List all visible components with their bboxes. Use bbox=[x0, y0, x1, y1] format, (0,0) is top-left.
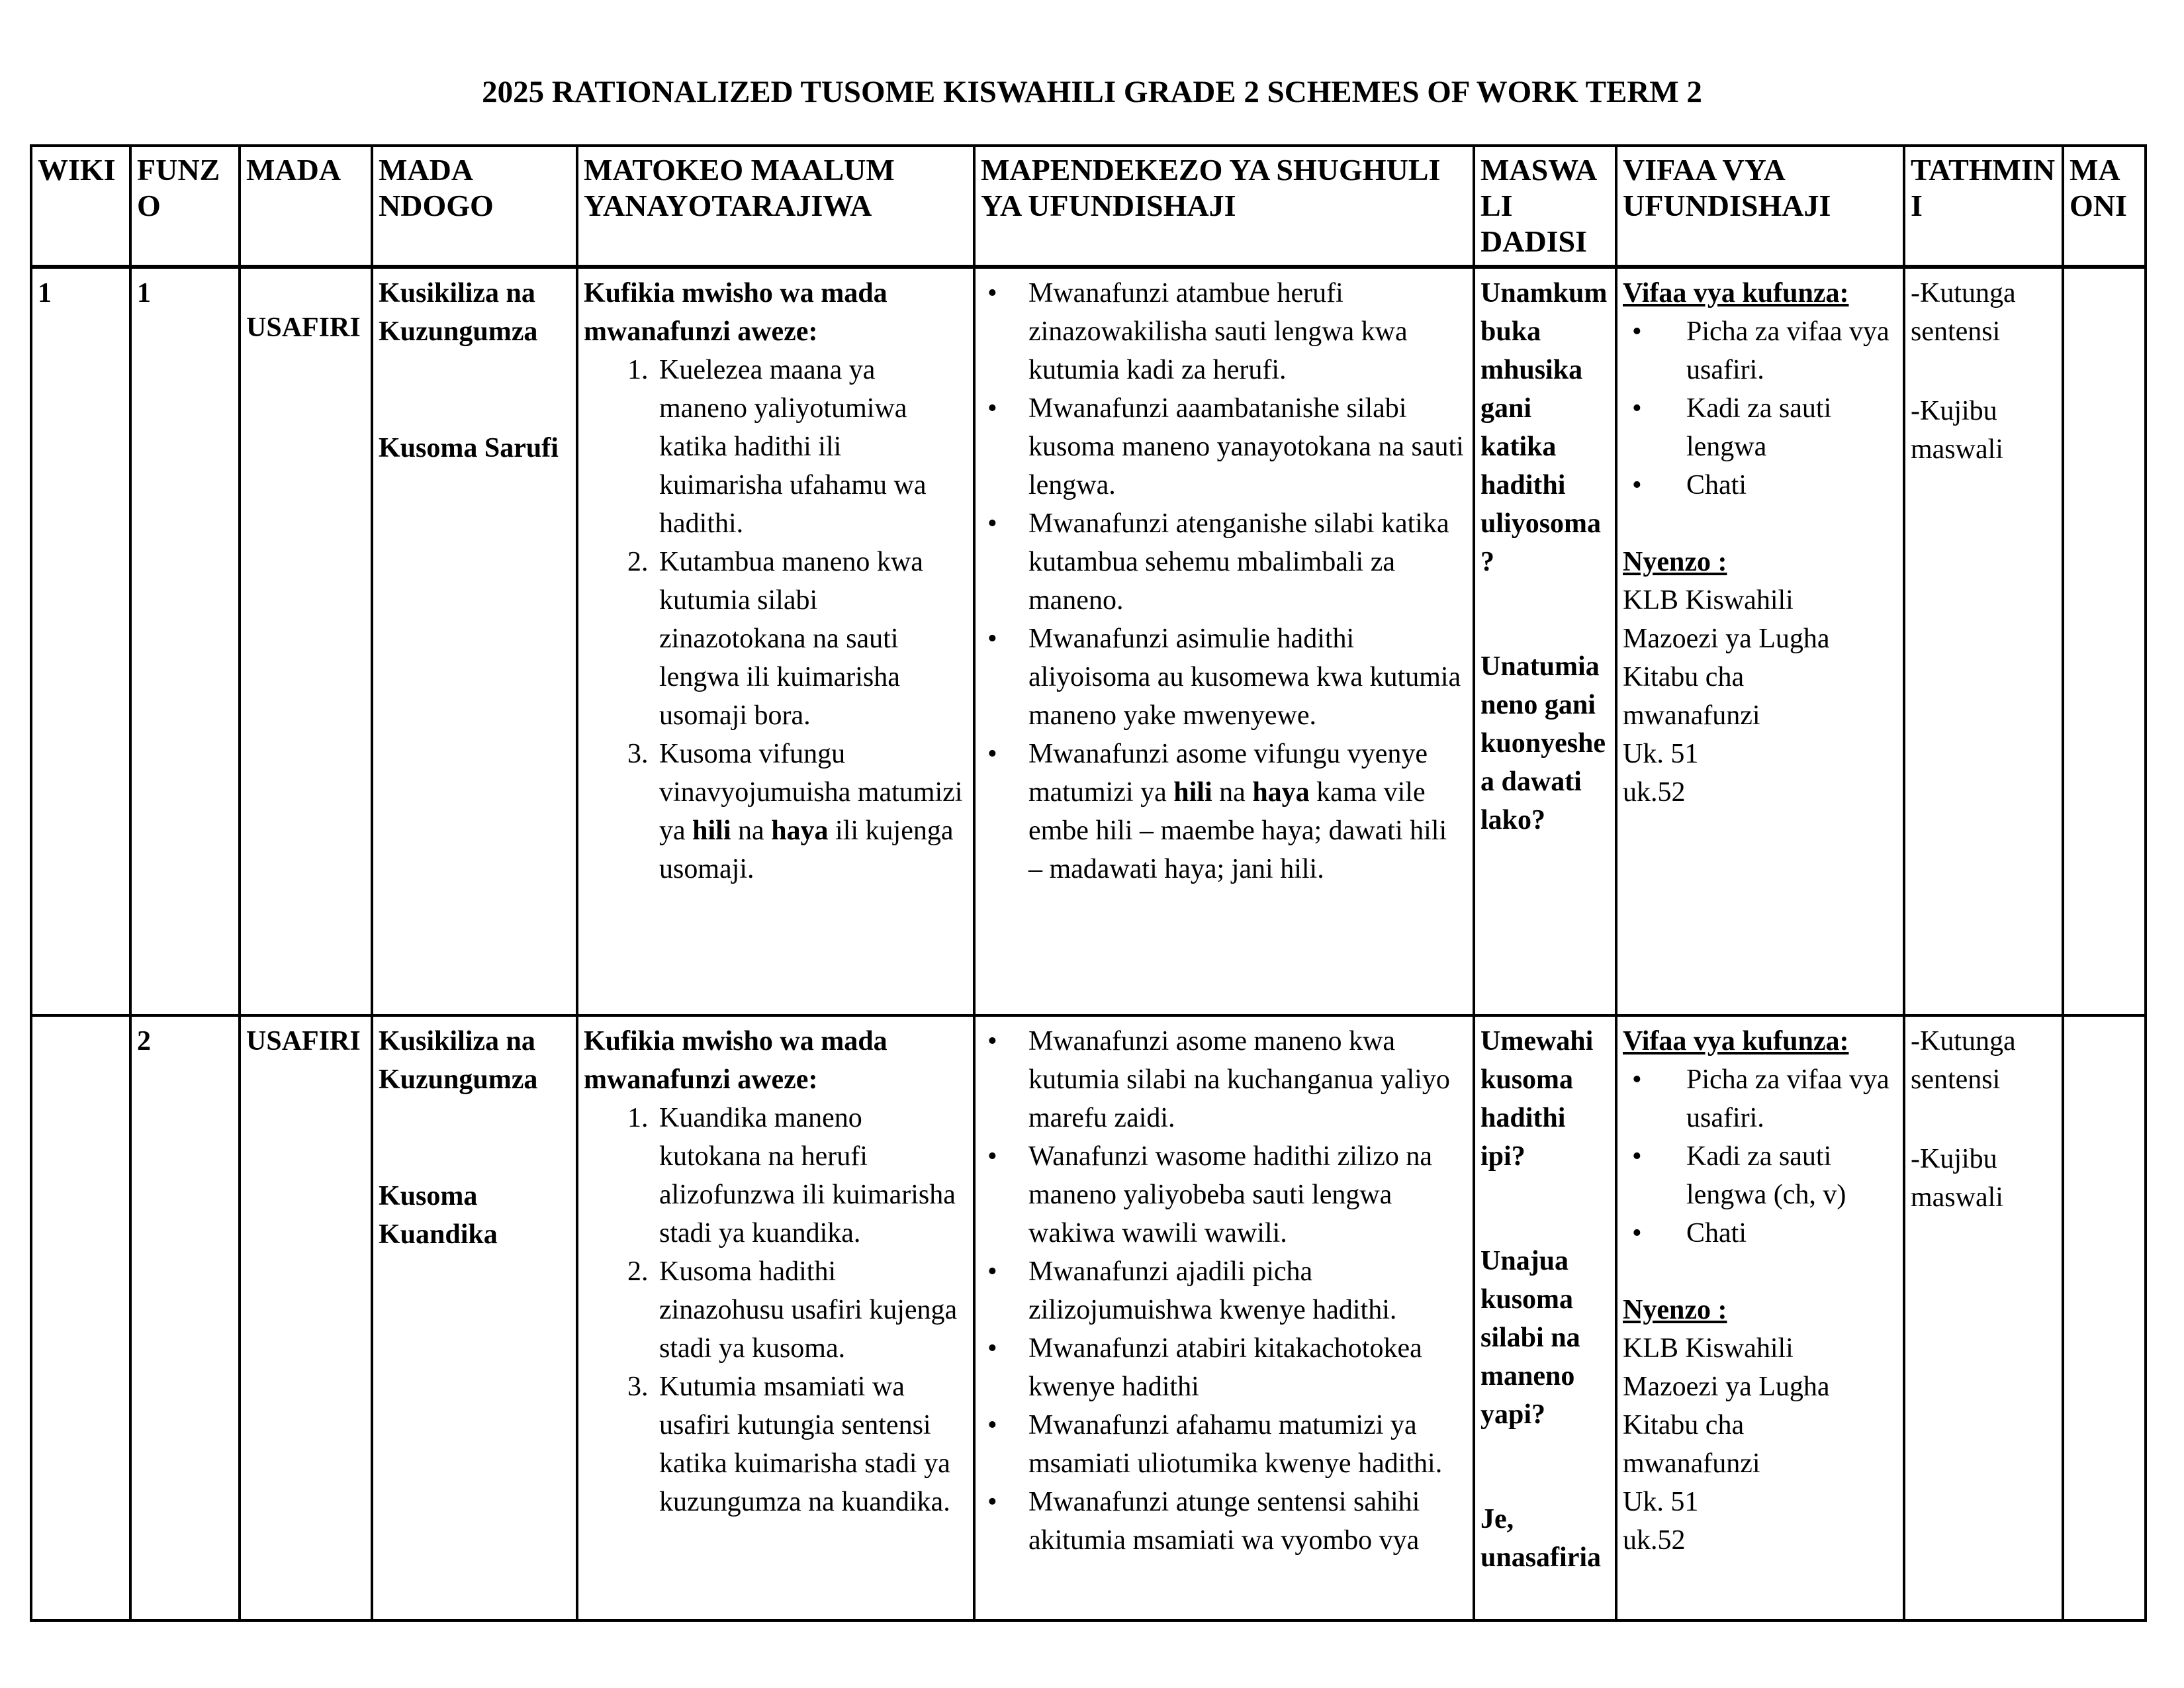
header-mapendekezo: MAPENDEKEZO YA SHUGHULI YA UFUNDISHAJI bbox=[974, 146, 1474, 267]
subtopic-list bbox=[379, 1022, 570, 1614]
mada-cell bbox=[240, 267, 372, 1015]
maswali-dadisi-cell bbox=[1474, 1015, 1616, 1620]
page-title: 2025 RATIONALIZED TUSOME KISWAHILI GRADE 2 SCHEMES OF WORK TERM 2 bbox=[482, 75, 1702, 109]
vifaa-item: • Kadi za sauti lengwa (ch, v) bbox=[1623, 1137, 1897, 1214]
maoni-cell bbox=[2063, 267, 2146, 1015]
vifaa-list bbox=[1623, 1060, 1897, 1252]
tathmini-cell bbox=[1904, 1015, 2063, 1620]
wiki-cell bbox=[31, 1015, 130, 1620]
header-matokeo: MATOKEO MAALUM YANAYOTARAJIWA bbox=[577, 146, 974, 267]
header-mada-ndogo: MADA NDOGO bbox=[372, 146, 577, 267]
matokeo-intro: Kufikia mwisho wa mada mwanafunzi aweze: bbox=[584, 278, 887, 347]
shughuli-item: • Mwanafunzi atabiri kitakachotokea kwenye hadithi bbox=[981, 1329, 1467, 1406]
vifaa-cell bbox=[1616, 267, 1904, 1015]
shughuli-item: • Mwanafunzi asome vifungu vyenye matumizi ya hili na haya kama vile embe hili – maembe haya; dawati hili – madawati haya; jani hili. bbox=[981, 735, 1467, 888]
vifaa-heading: Vifaa vya kufunza: bbox=[1623, 1026, 1849, 1056]
vifaa-list bbox=[1623, 312, 1897, 504]
tathmini-item: -Kujibu maswali bbox=[1911, 396, 2003, 465]
matokeo-item: 2. Kusoma hadithi zinazohusu usafiri kujenga stadi ya kusoma. bbox=[655, 1252, 968, 1368]
cell-content: 1 bbox=[38, 278, 52, 308]
shughuli-item: • Mwanafunzi atambue herufi zinazowakilisha sauti lengwa kwa kutumia kadi za herufi. bbox=[981, 274, 1467, 389]
matokeo-item: 2. Kutambua maneno kwa kutumia silabi zinazotokana na sauti lengwa ili kuimarisha usomaji bora. bbox=[655, 543, 968, 735]
maswali-item: Unatumia neno gani kuonyeshea dawati lako? bbox=[1480, 651, 1606, 835]
schemes-of-work-table bbox=[30, 144, 2147, 1622]
maswali-list bbox=[1480, 274, 1610, 974]
vifaa-heading: Vifaa vya kufunza: bbox=[1623, 278, 1849, 308]
nyenzo-text: KLB Kiswahili Mazoezi ya Lugha Kitabu cha mwanafunzi Uk. 51 uk.52 bbox=[1623, 1333, 1830, 1556]
vifaa-item: • Picha za vifaa vya usafiri. bbox=[1623, 312, 1897, 389]
vifaa-item: • Picha za vifaa vya usafiri. bbox=[1623, 1060, 1897, 1137]
shughuli-item: • Mwanafunzi atunge sentensi sahihi akitumia msamiati wa vyombo vya bbox=[981, 1483, 1467, 1560]
maswali-item: Unamkumbuka mhusika gani katika hadithi uliyosoma? bbox=[1480, 278, 1608, 577]
matokeo-item: 1. Kuelezea maana ya maneno yaliyotumiwa katika hadithi ili kuimarisha ufahamu wa hadithi. bbox=[655, 351, 968, 543]
tathmini-cell bbox=[1904, 267, 2063, 1015]
mada-cell bbox=[240, 1015, 372, 1620]
vifaa-item: • Chati bbox=[1623, 466, 1897, 504]
shughuli-item: • Mwanafunzi atenganishe silabi katika kutambua sehemu mbalimbali za maneno. bbox=[981, 504, 1467, 620]
header-tathmini: TATHMINI bbox=[1904, 146, 2063, 267]
header-wiki: WIKI bbox=[31, 146, 130, 267]
shughuli-item: • Mwanafunzi asome maneno kwa kutumia silabi na kuchanganua yaliyo marefu zaidi. bbox=[981, 1022, 1467, 1137]
tathmini-list bbox=[1911, 1022, 2056, 1614]
matokeo-item: 3. Kutumia msamiati wa usafiri kutungia sentensi katika kuimarisha stadi ya kuzungumza na kuandika. bbox=[655, 1368, 968, 1521]
vifaa-cell bbox=[1616, 1015, 1904, 1620]
cell-content bbox=[981, 274, 1467, 974]
header-maswali-dadisi: MASWALI DADISI bbox=[1474, 146, 1616, 267]
tathmini-item: -Kujibu maswali bbox=[1911, 1144, 2003, 1213]
cell-content: USAFIRI bbox=[246, 1026, 361, 1056]
header-row bbox=[31, 146, 2146, 267]
matokeo-item: 1. Kuandika maneno kutokana na herufi alizofunzwa ili kuimarisha stadi ya kuandika. bbox=[655, 1099, 968, 1252]
header-maoni: MAONI bbox=[2063, 146, 2146, 267]
subtopic-item: Kusikiliza na Kuzungumza bbox=[379, 1026, 538, 1095]
nyenzo-heading: Nyenzo : bbox=[1623, 547, 1727, 577]
tathmini-list bbox=[1911, 274, 2056, 974]
cell-content bbox=[584, 274, 968, 974]
cell-content bbox=[981, 1022, 1467, 1614]
subtopic-item: Kusoma Sarufi bbox=[379, 433, 559, 463]
nyenzo-heading: Nyenzo : bbox=[1623, 1295, 1727, 1325]
maswali-dadisi-cell bbox=[1474, 267, 1616, 1015]
subtopic-list bbox=[379, 274, 570, 974]
header-funzo: FUNZO bbox=[130, 146, 240, 267]
header-vifaa: VIFAA VYA UFUNDISHAJI bbox=[1616, 146, 1904, 267]
table-row-week1-lesson1 bbox=[31, 267, 2146, 1015]
wiki-cell bbox=[31, 267, 130, 1015]
shughuli-item: • Mwanafunzi ajadili picha zilizojumuishwa kwenye hadithi. bbox=[981, 1252, 1467, 1329]
matokeo-cell bbox=[577, 1015, 974, 1620]
shughuli-list bbox=[981, 274, 1467, 888]
vifaa-item: • Kadi za sauti lengwa bbox=[1623, 389, 1897, 466]
nyenzo-text: KLB Kiswahili Mazoezi ya Lugha Kitabu cha mwanafunzi Uk. 51 uk.52 bbox=[1623, 585, 1830, 808]
maswali-list bbox=[1480, 1022, 1610, 1614]
cell-content bbox=[2070, 1022, 2139, 1614]
tathmini-item: -Kutunga sentensi bbox=[1911, 278, 2016, 347]
shughuli-item: • Mwanafunzi afahamu matumizi ya msamiati uliotumika kwenye hadithi. bbox=[981, 1406, 1467, 1483]
shughuli-cell bbox=[974, 267, 1474, 1015]
vifaa-item: • Chati bbox=[1623, 1214, 1897, 1252]
shughuli-item: • Mwanafunzi asimulie hadithi aliyoisoma au kusomewa kwa kutumia maneno yake mwenyewe. bbox=[981, 620, 1467, 735]
maswali-item: Je, unasafiria bbox=[1480, 1504, 1602, 1573]
mada-ndogo-cell bbox=[372, 267, 577, 1015]
cell-content bbox=[1623, 1022, 1897, 1614]
cell-content: 2 bbox=[137, 1026, 151, 1056]
maswali-item: Unajua kusoma silabi na maneno yapi? bbox=[1480, 1246, 1580, 1430]
matokeo-cell bbox=[577, 267, 974, 1015]
subtopic-item: Kusikiliza na Kuzungumza bbox=[379, 278, 538, 347]
mada-ndogo-cell bbox=[372, 1015, 577, 1620]
matokeo-item: 3. Kusoma vifungu vinavyojumuisha matumizi ya hili na haya ili kujenga usomaji. bbox=[655, 735, 968, 888]
cell-content bbox=[1623, 274, 1897, 974]
shughuli-item: • Mwanafunzi aaambatanishe silabi kusoma maneno yanayotokana na sauti lengwa. bbox=[981, 389, 1467, 504]
cell-content: 1 bbox=[137, 278, 151, 308]
matokeo-list bbox=[584, 1099, 968, 1521]
shughuli-item: • Wanafunzi wasome hadithi zilizo na maneno yaliyobeba sauti lengwa wakiwa wawili wawili. bbox=[981, 1137, 1467, 1252]
header-mada: MADA bbox=[240, 146, 372, 267]
cell-content: USAFIRI bbox=[246, 312, 361, 343]
cell-content bbox=[584, 1022, 968, 1614]
shughuli-cell bbox=[974, 1015, 1474, 1620]
cell-content bbox=[2070, 274, 2139, 974]
maswali-item: Umewahi kusoma hadithi ipi? bbox=[1480, 1026, 1594, 1172]
maoni-cell bbox=[2063, 1015, 2146, 1620]
cell-content bbox=[38, 1022, 124, 1614]
matokeo-list bbox=[584, 351, 968, 888]
funzo-cell bbox=[130, 267, 240, 1015]
subtopic-item: Kusoma Kuandika bbox=[379, 1181, 498, 1250]
shughuli-list bbox=[981, 1022, 1467, 1560]
matokeo-intro: Kufikia mwisho wa mada mwanafunzi aweze: bbox=[584, 1026, 887, 1095]
funzo-cell bbox=[130, 1015, 240, 1620]
tathmini-item: -Kutunga sentensi bbox=[1911, 1026, 2016, 1095]
table-row-lesson2 bbox=[31, 1015, 2146, 1620]
